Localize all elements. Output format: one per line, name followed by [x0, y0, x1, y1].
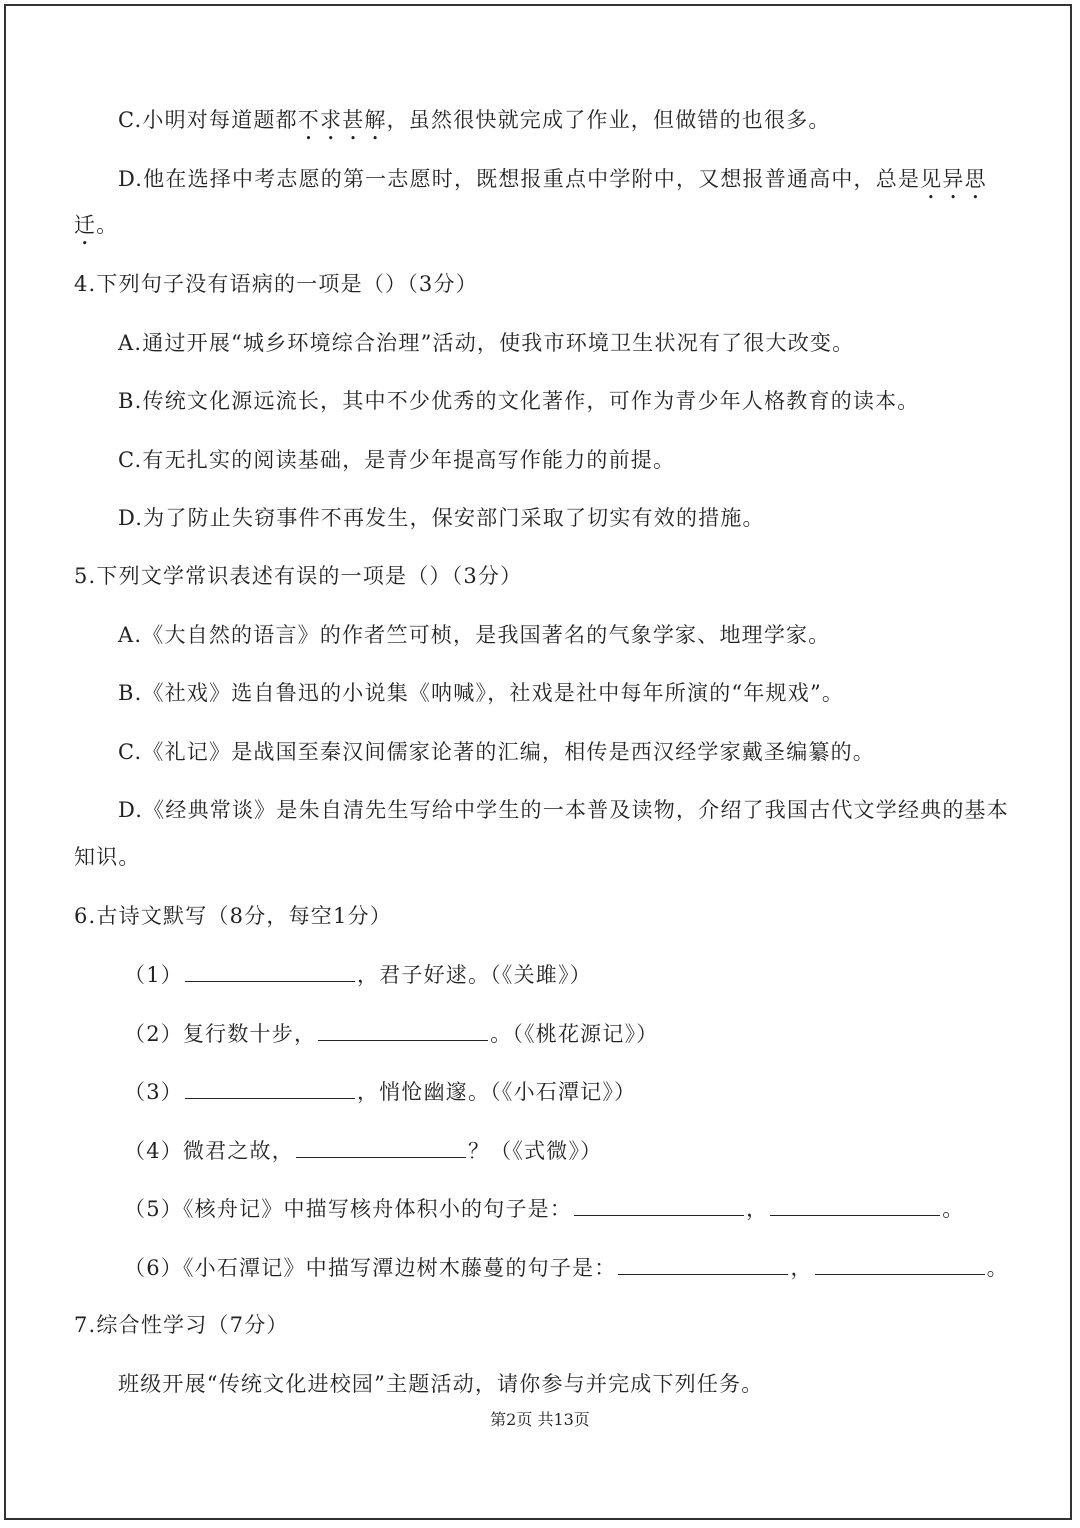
q3-option-c: C.小明对每道题都不求甚解，虽然很快就完成了作业，但做错的也很多。 — [118, 108, 831, 132]
answer-blank[interactable] — [185, 1076, 355, 1099]
page-number: 第2页 共13页 — [490, 1410, 590, 1429]
answer-blank[interactable] — [185, 959, 355, 982]
q5-option-b: B.《社戏》选自鲁迅的小说集《呐喊》，社戏是社中每年所演的“年规戏”。 — [118, 681, 845, 705]
emphasized-phrase: 迁 — [74, 213, 97, 237]
q5-option-c: C.《礼记》是战国至秦汉间儒家论著的汇编，相传是西汉经学家戴圣编纂的。 — [118, 740, 875, 764]
q5-option-a: A.《大自然的语言》的作者竺可桢，是我国著名的气象学家、地理学家。 — [118, 623, 831, 647]
q6-item-3: （3） ，悄怆幽邃。（《小石潭记》） — [124, 1076, 636, 1107]
q7-intro: 班级开展“传统文化进校园”主题活动，请你参与并完成下列任务。 — [118, 1372, 764, 1396]
q6-item-1: （1） ，君子好逑。（《关雎》） — [124, 959, 592, 990]
q5-stem: 5.下列文学常识表述有误的一项是（）（3分） — [74, 564, 523, 588]
q5-option-d-continuation: 知识。 — [74, 845, 141, 869]
answer-blank[interactable] — [318, 1018, 488, 1041]
q6-item-6: （6）《小石潭记》中描写潭边树木藤蔓的句子是： ， 。 — [124, 1252, 1009, 1283]
q3-option-d-continuation: 迁。 — [74, 213, 119, 237]
q5-option-d: D.《经典常谈》是朱自清先生写给中学生的一本普及读物，介绍了我国古代文学经典的基本 — [118, 798, 1009, 822]
q6-item-2: （2）复行数十步， 。（《桃花源记》） — [124, 1018, 658, 1049]
emphasized-phrase: 见异思 — [920, 167, 987, 191]
q6-stem: 6.古诗文默写（8分，每空1分） — [74, 904, 392, 928]
q6-item-4: （4）微君之故， ？（《式微》） — [124, 1135, 602, 1166]
q4-option-a: A.通过开展“城乡环境综合治理”活动，使我市环境卫生状况有了很大改变。 — [118, 331, 855, 355]
answer-blank[interactable] — [815, 1252, 985, 1275]
emphasized-phrase: 不求甚解 — [297, 108, 387, 132]
q7-stem: 7.综合性学习（7分） — [74, 1313, 289, 1337]
q4-stem: 4.下列句子没有语病的一项是（）（3分） — [74, 272, 478, 296]
q4-option-b: B.传统文化源远流长，其中不少优秀的文化著作，可作为青少年人格教育的读本。 — [118, 389, 920, 413]
q6-item-5: （5）《核舟记》中描写核舟体积小的句子是： ， 。 — [124, 1193, 964, 1224]
answer-blank[interactable] — [618, 1252, 788, 1275]
q4-option-c: C.有无扎实的阅读基础，是青少年提高写作能力的前提。 — [118, 448, 676, 472]
answer-blank[interactable] — [296, 1135, 466, 1158]
q3-option-d: D.他在选择中考志愿的第一志愿时，既想报重点中学附中，又想报普通高中，总是见异思 — [118, 167, 987, 191]
answer-blank[interactable] — [574, 1193, 744, 1216]
q4-option-d: D.为了防止失窃事件不再发生，保安部门采取了切实有效的措施。 — [118, 506, 765, 530]
answer-blank[interactable] — [770, 1193, 940, 1216]
